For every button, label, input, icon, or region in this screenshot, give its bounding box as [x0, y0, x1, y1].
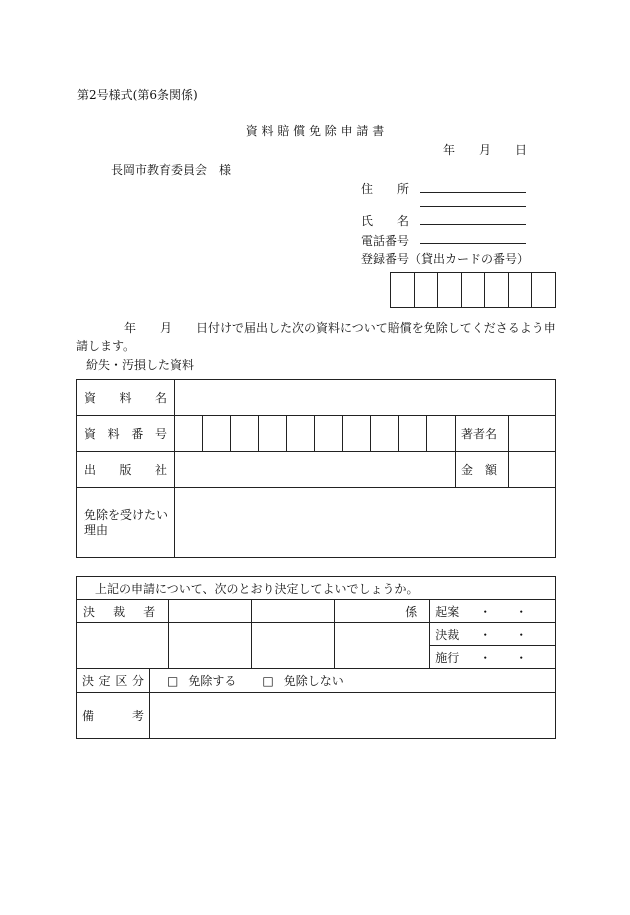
decision-table — [76, 576, 556, 739]
decided-row[interactable]: 決裁 ・ ・ — [430, 623, 556, 646]
amount-label: 金 額 — [456, 452, 509, 488]
registration-label: 登録番号（貸出カードの番号） — [361, 252, 530, 266]
publisher-field[interactable] — [175, 452, 456, 488]
digit-box[interactable] — [508, 273, 532, 308]
number-digit-cell[interactable] — [315, 416, 343, 452]
staff-label: 係 — [335, 600, 430, 623]
number-digit-cell[interactable] — [175, 416, 203, 452]
digit-box[interactable] — [532, 273, 556, 308]
address-line-2[interactable] — [420, 206, 526, 207]
reason-label: 免除を受けたい理由 — [77, 488, 175, 558]
not-exempt-checkbox[interactable]: □ — [262, 674, 274, 688]
staff-stamp-cell[interactable] — [335, 623, 430, 669]
section-label: 紛失・汚損した資料 — [86, 358, 195, 372]
body-text-line2: 請します。 — [76, 339, 136, 353]
digit-box[interactable] — [438, 273, 462, 308]
phone-label: 電話番号 — [361, 234, 410, 248]
number-digit-cell[interactable] — [343, 416, 371, 452]
material-name-field[interactable] — [175, 380, 556, 416]
address-label: 住 所 — [361, 182, 410, 196]
material-name-label: 資 料 名 — [77, 380, 175, 416]
number-digit-cell[interactable] — [231, 416, 259, 452]
number-digit-cell[interactable] — [399, 416, 427, 452]
approver-stamp-cell[interactable] — [252, 623, 335, 669]
digit-box[interactable] — [414, 273, 438, 308]
registration-number-boxes[interactable] — [390, 272, 556, 308]
phone-line[interactable] — [420, 243, 526, 244]
digit-box[interactable] — [461, 273, 485, 308]
page-title: 資 料 賠 償 免 除 申 請 書 — [245, 124, 385, 138]
number-digit-cell[interactable] — [427, 416, 456, 452]
digit-box[interactable] — [391, 273, 415, 308]
approver-label: 決 裁 者 — [77, 600, 169, 623]
material-table — [76, 379, 556, 558]
reason-field[interactable] — [175, 488, 556, 558]
approver-header-cell — [169, 600, 252, 623]
approver-stamp-cell[interactable] — [169, 623, 252, 669]
amount-field[interactable] — [509, 452, 556, 488]
date-line: 年 月 日 — [443, 143, 528, 157]
not-exempt-option-label: 免除しない — [283, 674, 344, 688]
form-label: 第2号様式(第6条関係) — [77, 88, 198, 102]
material-number-label: 資 料 番 号 — [77, 416, 175, 452]
remarks-label: 備 考 — [77, 693, 150, 739]
name-label: 氏 名 — [361, 214, 410, 228]
decision-category-label: 決 定 区 分 — [77, 669, 150, 693]
exempt-checkbox[interactable]: □ — [167, 674, 179, 688]
decision-question: 上記の申請について、次のとおり決定してよいでしょうか。 — [77, 577, 556, 600]
drafted-row[interactable]: 起案 ・ ・ — [430, 600, 556, 623]
name-line[interactable] — [420, 224, 526, 225]
number-digit-cell[interactable] — [287, 416, 315, 452]
approver-header-cell — [252, 600, 335, 623]
number-digit-cell[interactable] — [259, 416, 287, 452]
number-digit-cell[interactable] — [371, 416, 399, 452]
address-line-1[interactable] — [420, 192, 526, 193]
body-text-line1: 年 月 日付けで届出した次の資料について賠償を免除してくださるよう申 — [124, 321, 556, 335]
addressee: 長岡市教育委員会 様 — [111, 163, 232, 177]
decision-options — [150, 669, 556, 693]
remarks-field[interactable] — [150, 693, 556, 739]
author-field[interactable] — [509, 416, 556, 452]
number-digit-cell[interactable] — [203, 416, 231, 452]
digit-box[interactable] — [485, 273, 509, 308]
exempt-option-label: 免除する — [188, 674, 237, 688]
executed-row[interactable]: 施行 ・ ・ — [430, 646, 556, 669]
approver-stamp-cell[interactable] — [77, 623, 169, 669]
author-label: 著者名 — [456, 416, 509, 452]
publisher-label: 出 版 社 — [77, 452, 175, 488]
